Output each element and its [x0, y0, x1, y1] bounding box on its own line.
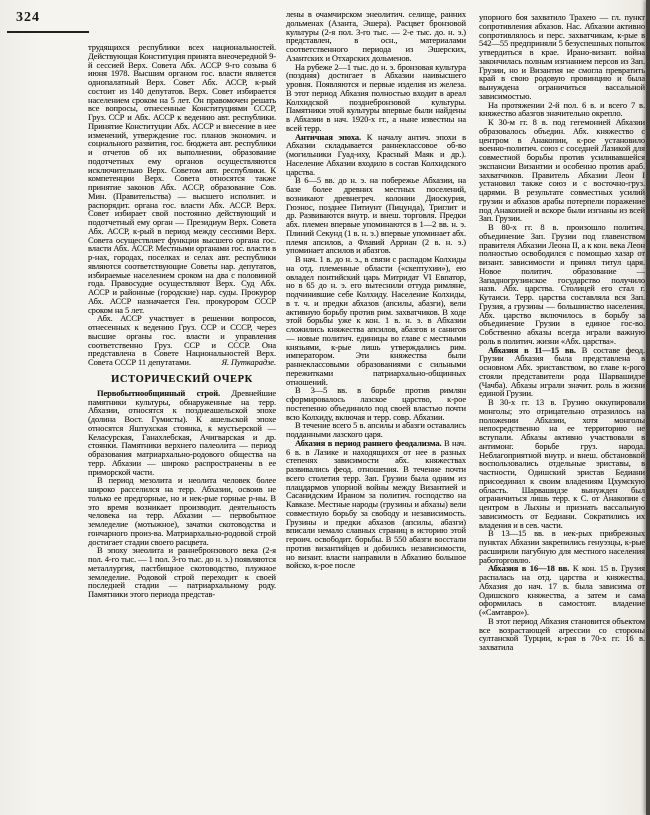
paragraph: Античная эпоха. К началу антич. эпохи в Абхазии складывается раннеклассовое об-во (могильники Гуад-иху, Красный Маяк и др.). Население Абхазии входило в состав Колхидского царства.	[286, 131, 466, 177]
paragraph: упорного боя захватило Трахею — гл. пункт сопротивления абхазов. Нас. Абхазии активно сопротивлялось и перс. захватчикам, к-рые в 542—55 предприняли 5 безуспешных попыток утвердиться в крае. Ирано-визант. война закончилась полным изгнанием персов из Зап. Грузии, но и Византия не смогла превратить край в свою родовую провинцию и была вынуждена ограничиться вассальной зависимостью.	[479, 12, 645, 101]
paragraph: В течение всего 5 в. апсилы и абазги оставались подданными лазского царя.	[286, 420, 466, 439]
page-edge-shadow	[646, 0, 650, 815]
paragraph: Абхазия в 11—15 вв. В составе феод. Грузии Абхазия была представлена в основном Абх. эриставством, во главе к-рого стояли представители рода Шарвашидзе (Чачба). Абхазы играли значит. роль в жизни единой Грузии.	[479, 344, 645, 399]
text-column-1	[88, 10, 276, 815]
paragraph: В этот период Абхазия становится объектом все возрастающей агрессии со стороны султанской Турции, к-рая в 70-х гг. 16 в. захватила	[479, 615, 645, 652]
paragraph: На рубеже 2—1 тыс. до н. э. бронзовая культура (поздняя) достигает в Абхазии наивысшего уровня. Появляются и первые изделия из железа. В этот период Абхазия полностью входит в ареал Колхидской позднебронзовой культуры. Памятники этой культуры впервые были найдены в Абхазии в нач. 1920-х гг., а ныне известны на всей терр.	[286, 61, 466, 133]
paragraph-lead: Абхазия в 11—15 вв.	[488, 344, 582, 355]
header-rule	[7, 31, 89, 33]
paragraph: В нач. 1 в. до н. э., в связи с распадом Колхиды на отд. племенные области («скептухии»), ею овладел понтийский царь Митридат VI Евпатор, но в 65 до н. э. его вытеснили оттуда римляне, подчинившие себе Колхиду. Население Колхиды, в т. ч. и предки абхазов (апсилы, абазги), вели активную борьбу против рим. захватчиков. В ходе этой борьбы уже к кон. 1 в. н. э. в Абхазии сложились княжества апсилов, абазгов и санигов — новые политич. единицы во главе с местными князьями, к-рые лишь утверждались рим. императором. Эти княжества были раннеклассовыми образованиями с сильными пережитками патриархально-общинных отношений.	[286, 254, 466, 387]
paragraph: В 30-х гг. 13 в. Грузию оккупировали монголы; это отрицательно отразилось на положении Абхазии, хотя монголы непосредственно на ее территорию не вступали. Абхазы активно участвовали в антимонг. борьбе груз. народа. Неблагоприятной внутр. и внеш. обстановкой воспользовались отдельные эриставы, в частности, Одишский эристав Бедиани присоединил к своим владениям Цхумскую область. Шарвашидзе вынужден был ограничиться лишь терр. к С. от Анакопии с центром в Лыхны и признать вассальную зависимость от Бедиани. Сократились их владения и в сев. части.	[479, 397, 645, 530]
author-signature: Я. Путкарадзе.	[221, 357, 276, 367]
paragraph-lead: Абхазия в период раннего феодализма.	[295, 437, 444, 448]
text-column-3	[479, 10, 645, 813]
paragraph-lead: Абхазия в 16—18 вв.	[488, 563, 573, 574]
paragraph-lead: Первобытнообщинный строй.	[97, 387, 232, 398]
paragraph: трудящихся республики всех национальностей. Действующая Конституция принята внеочередной 9-й сессией Верх. Совета Абх. АССР 9-го созыва 6 июня 1978. Высшим органом гос. власти является однопалатный Верх. Совет Абх. АССР, к-рый состоит из 140 депутатов. Верх. Совет избирается населением сроком на 5 лет. Он правомочен решать все вопросы, отнесенные Конституциями СССР, Груз. ССР и Абх. АССР к ведению авт. республики. Принятие Конституции Абх. АССР и внесение в нее изменений, утверждение гос. планов экономич. и социального развития, гос. бюджета авт. республики и отчетов об их выполнении, образование подотчетных ему органов осуществляются исключительно Верх. Советом авт. республики. К компетенции Верх. Совета относятся также принятие законов Абх. АССР, образование Сов. Мин. (Правительства) — высшего исполнит. и распорядит. органа гос. власти Абх. АССР. Верх. Совет избирает свой постоянно действующий и подотчетный ему орган — Президиум Верх. Совета Абх. АССР, к-рый в период между сессиями Верх. Совета осуществляет функции высшего органа гос. власти Абх. АССР. Местными органами гос. власти в р-нах, городах, поселках и селах авт. республики являются соответствующие Советы нар. депутатов, избираемые населением сроком на два с половиной года. Правосудие осуществляют Верх. Суд Абх. АССР и районные (городские) нар. суды. Прокурор Абх. АССР назначается Ген. прокурором СССР сроком на 5 лет.	[88, 42, 276, 315]
paragraph: На протяжении 2-й пол. 6 в. и всего 7 в. княжество абазгов значительно окрепло.	[479, 99, 645, 119]
paragraph: В эпоху энеолита и раннебронзового века (2-я пол. 4-го тыс. — 1 пол. 3-го тыс. до н. э.) появляются металлургия, пастбищное скотоводство, плужное земледелие. Родовой строй переходит к своей последней стадии — патриархальному роду. Памятники этого периода представ-	[88, 545, 276, 599]
paragraph: Первобытнообщинный строй. Древнейшие памятники культуры, обнаруженные на терр. Абхазии, относятся к позднеашельской эпохе (долина Вост. Гумисты). К ашельской эпохе относятся Яштухская стоянка, к мустьерской — Келасурская, Ганахлебская, Ачигварская и др. стоянки. Памятники верхнего палеолита — период образования матриархально-родового общества на терр. Абхазии — широко распространены в ее приморской части.	[88, 387, 276, 477]
paragraph: В 13—15 вв. в нек-рых прибрежных пунктах Абхазии закрепились генуэзцы, к-рые расширили пагубную для местного населения работорговлю.	[479, 528, 645, 565]
text-column-2	[286, 10, 466, 810]
paragraph: Абхазия в период раннего феодализма. В нач. 6 в. в Лазике и находящихся от нее в разных степенях зависимости абх. княжествах развивались феод. отношения. В течение почти всего столетия терр. Зап. Грузии была одним из плацдармов упорной войны между Византией и Сасанидским Ираном за политич. господство на Кавказе. Местные народы (грузины и абхазы) вели совместную борьбу за свободу и независимость. Грузины и предки абхазов (апсилы, абазги) вписали немало славных страниц в историю этой героич. освободит. борьбы. В 550 абазги восстали против византийцев и добились независимости, но визант. власти направили в Абхазию большое войско, к-рое после	[286, 437, 466, 571]
section-heading: ИСТОРИЧЕСКИЙ ОЧЕРК	[111, 373, 253, 385]
page-number: 324	[16, 10, 40, 25]
paragraph: К 30-м гг. 8 в. под гегемонией Абхазии образовалось объедин. Абх. княжество с центром в Анакопии, к-рое установило военно-политич. союз с соседней Лазикой для совместной борьбы против усиливавшейся экспансии Византии и особенно против араб. захватчиков. Правитель Абхазии Леон I установил также союз и с восточно-груз. царями. В результате совместных усилий грузин и абхазов арабы потерпели поражение под Анакопией и вскоре были изгнаны из всей Зап. Грузии.	[479, 117, 645, 224]
paragraph: В период мезолита и неолита человек более широко расселился на терр. Абхазии, освоив не только ее предгорные, но и нек-рые горные р-ны. В это время возникает производит. деятельность человека на терр. Абхазии — первобытное земледелие (мотыжное), зачатки скотоводства и гончарного произ-ва. Матриархально-родовой строй достигает стадии своего расцвета.	[88, 475, 276, 547]
paragraph-lead: Античная эпоха.	[295, 131, 367, 142]
page-content	[88, 10, 645, 810]
paragraph: лены в очамчирском энеолитич. селище, ранних дольменах (Азанта, Эшера). Расцвет бронзовой культуры (2-я пол. 3-го тыс. — 2-е тыс. до. н. э.) представлен, в осн., материалами соответственного периода из Эшерских, Азантских и Отхарских дольменов.	[286, 10, 466, 63]
paragraph: Абх. АССР участвует в решении вопросов, отнесенных к ведению Груз. ССР и СССР, через высшие органы гос. власти и управления соответственно Груз. ССР и СССР. Она представлена в Совете Национальностей Верх. Совета СССР 11 депутатами. Я. Путкарадзе.	[88, 313, 276, 367]
paragraph: В 6—5 вв. до н. э. на побережье Абхазии, на базе более древних местных поселений, возникают древнегреч. колонии Диоскурия, Гюэнос, позднее Питиунт (Пицунда), Триглит и др. Развиваются внутр. и внеш. торговля. Предки абх. племен впервые упоминаются в 1—2 вв. н. э. Плиний Секунд (1 в. н. э.) впервые упоминает абх. племя апсилов, а Флавий Арриан (2 в. н. э.) упоминает апсилов и абазгов.	[286, 175, 466, 256]
paragraph: В 3—5 вв. в борьбе против римлян сформировалось лазское царство, к-рое постепенно объединило под своей властью почти всю Колхиду, включая и терр. совр. Абхазии.	[286, 385, 466, 422]
paragraph: Абхазия в 16—18 вв. К кон. 15 в. Грузия распалась на отд. царства и княжества. Абхазия до нач. 17 в. была зависима от Одишского княжества, а затем и сама оформилась в самостоят. владение («Самтавро»).	[479, 563, 645, 617]
paragraph: В 80-х гг. 8 в. произошло политич. объединение Зап. Грузии под главенством правителя Абхазии Леона II, а к кон. века Леон полностью освободился с помощью хазар от визант. зависимости и принял титул царя. Новое политич. образование — Западногрузинское государство получило назв. Абх. царства. Столицей его стал г. Кутаиси. Терр. царства составляла вся Зап. Грузия, а грузины — большинство населения. Абх. царство включилось в борьбу за объединение Грузии в единое гос-во. Собственно абхазы всегда играли важную роль в политич. жизни «Абх. царства».	[479, 222, 645, 346]
